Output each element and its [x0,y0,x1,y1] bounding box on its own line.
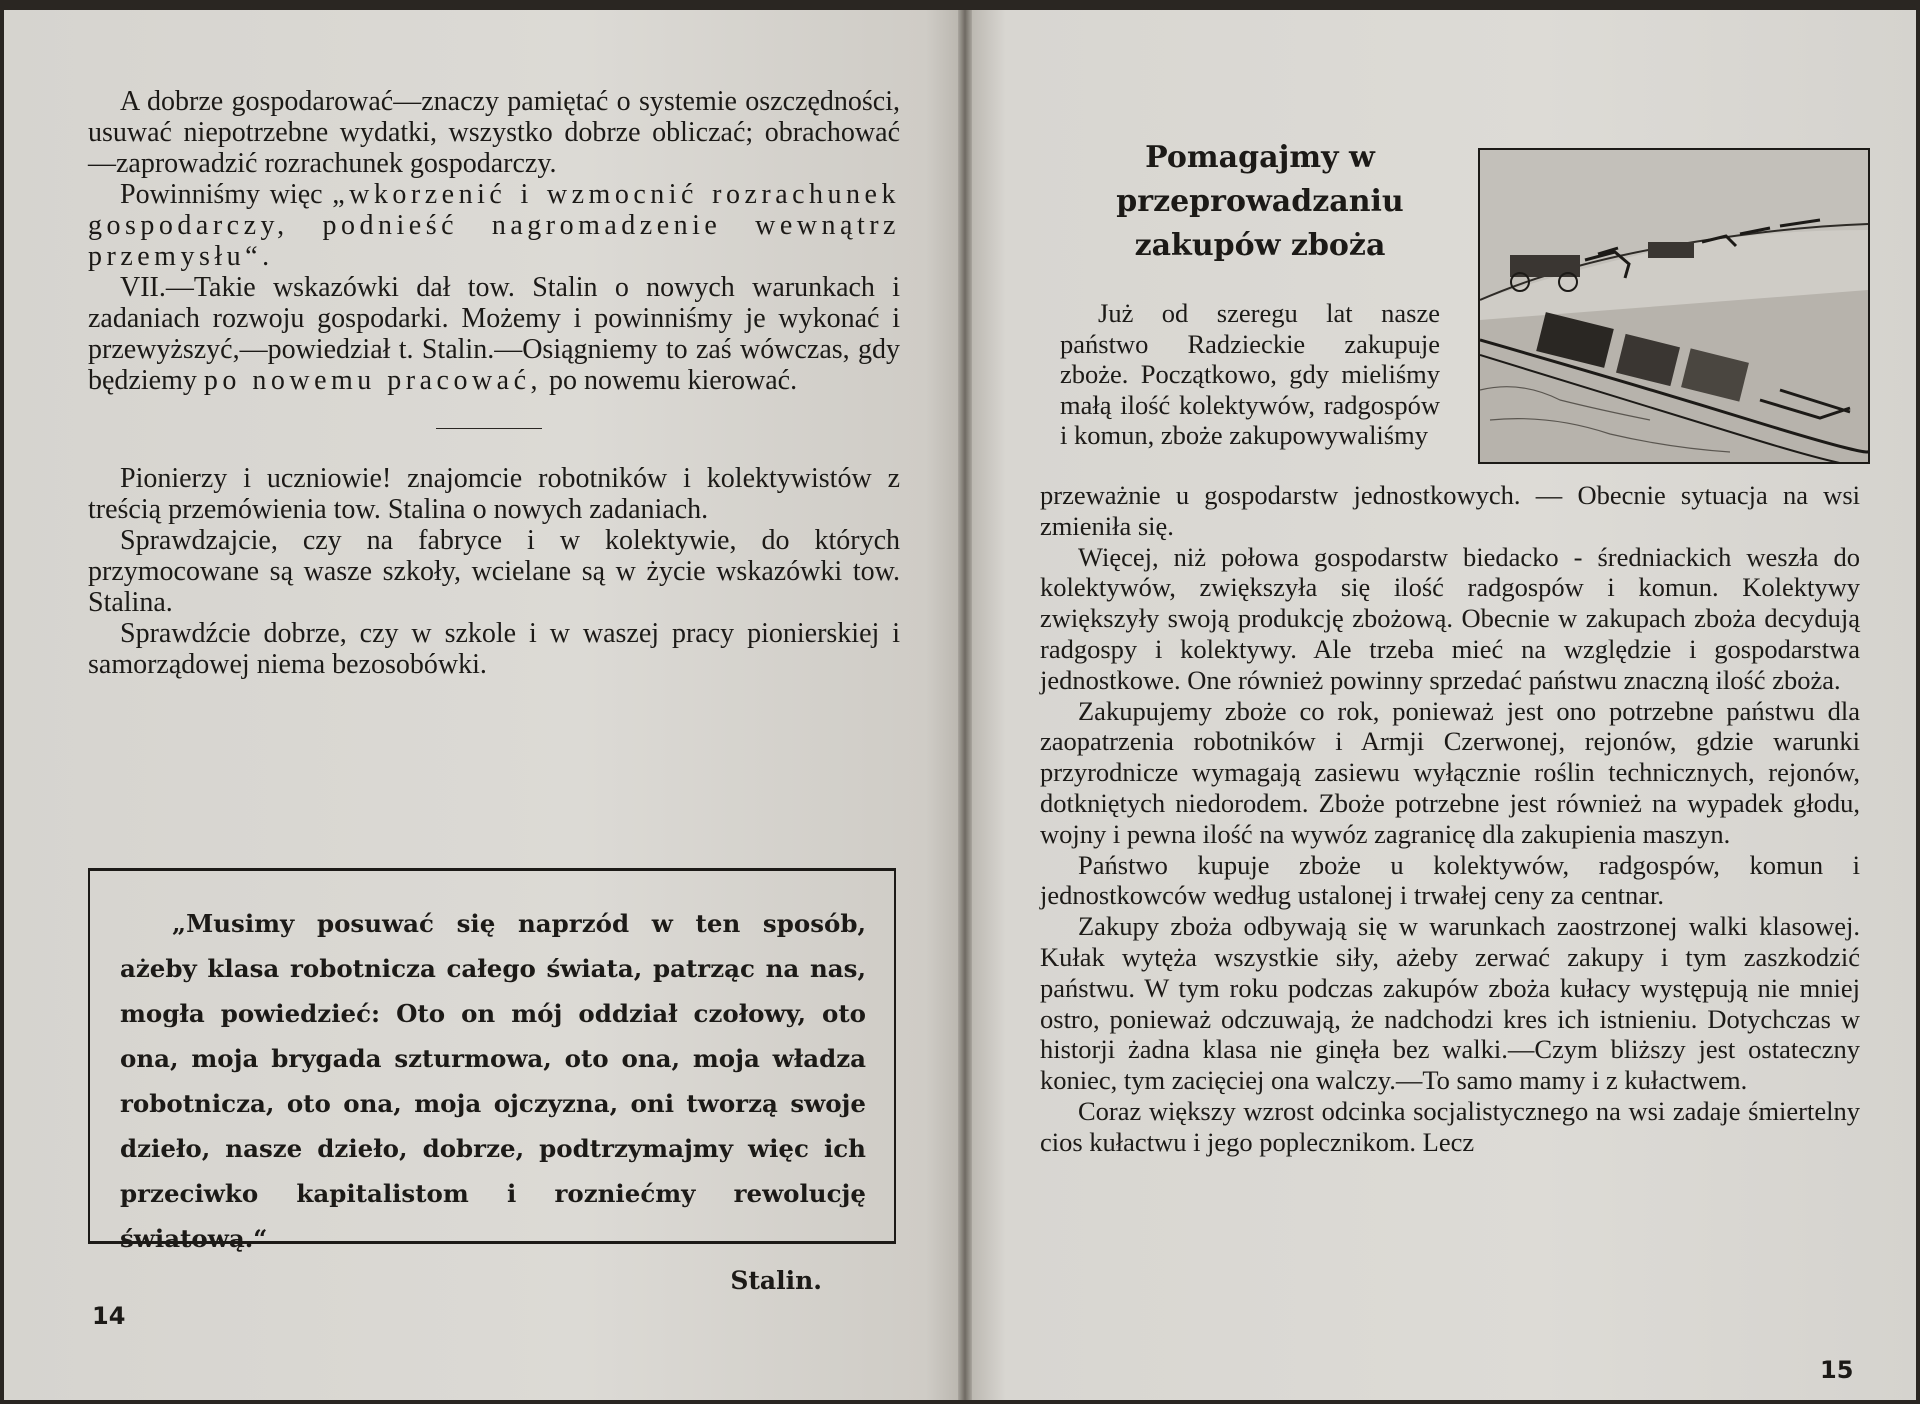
page-number-right: 15 [1820,1356,1854,1384]
paragraph-1: A dobrze gospodarować—znaczy pamiętać o systemie oszczędności, usuwać niepotrzebne wydatki, wszystko dobrze obliczać; obrachować—zaprowadzić rozrachunek gospodarczy. [88,86,900,179]
paragraph-6: Sprawdźcie dobrze, czy w szkole i w waszej pracy pionierskiej i samorządowej niema bezosobówki. [88,618,900,680]
quote-text: „Musimy posuwać się naprzód w ten sposób, ażeby klasa robotnicza całego świata, patrząc na nas, mogła powiedzieć: Oto on mój oddział czołowy, oto ona, moja brygada szturmowa, oto ona, moja władza robotnicza, oto ona, moja ojczyzna, oni tworzą swoje dzieło, nasze dzieło, dobrze, podtrzymajmy więc ich przeciwko kapitalistom i rozniećmy rewolucję światową.“ [120,909,866,1253]
paragraph-2-lead: Powinniśmy więc [120,179,333,210]
paragraph-2-emphasis: „wkorzenić i wzmocnić rozrachunek gospodarczy, podnieść nagromadzenie wewnątrz przemysłu“. [88,179,900,272]
page-number-left: 14 [92,1302,126,1330]
paragraph-3-emphasis: po nowemu pracować, [203,365,543,396]
quote-box [88,868,896,1295]
quote-author: Stalin. [730,1266,822,1295]
paragraph-r5: Zakupy zboża odbywają się w warunkach zaostrzonej walki klasowej. Kułak wytęża wszystkie siły, ażeby zerwać zakupy i tym zaszkodzić państwu. W tym roku podczas zakupów zboża kułacy występują nie mniej ostro, ponieważ odczuwają, że nadchodzi kres ich istnieniu. Dotychczas w historji żadna klasa nie ginęła bez walki.—Czym bliższy jest ostateczny koniec, tym zacięciej ona walczy.—To samo mamy i z kułactwem. [1040,911,1860,1096]
paragraph-r4: Państwo kupuje zboże u kolektywów, radgospów, komun i jednostkowców według ustalonej i trwałej ceny za centnar. [1040,849,1860,911]
left-page-text [88,86,900,680]
paragraph-4: Pionierzy i uczniowie! znajomcie robotników i kolektywistów z treścią przemówienia tow. Stalina o nowych zadaniach. [88,463,900,525]
right-page-text [1040,480,1860,1158]
paragraph-r3: Zakupujemy zboże co rok, ponieważ jest ono potrzebne państwu dla zaopatrzenia robotników i Armji Czerwonej, rejonów, gdzie warunki przyrodnicze wymagają zasiewu wyłącznie roślin technicznych, rejonów, dotkniętych niedorodem. Zboże potrzebne jest również na wypadek głodu, wojny i pewna ilość na wywóz zagranicę dla zakupienia maszyn. [1040,695,1860,849]
paragraph-intro-wrapped: Już od szeregu lat nasze państwo Radzieckie zakupuje zboże. Początkowo, gdy mieliśmy małą ilość kolektywów, radgospów i komun, zboże zakupowywaliśmy [1060,298,1440,450]
illustration-drawing [1480,150,1868,462]
paragraph-r6: Coraz większy wzrost odcinka socjalistycznego na wsi zadaje śmiertelny cios kułactwu i jego poplecznikom. Lecz [1040,1095,1860,1157]
paragraph-3 [88,272,900,396]
paragraph-r2: Więcej, niż połowa gospodarstw biedacko - średniackich weszła do kolektywów, zwiększyła się ilość radgospów i komun. Kolektywy zwiększyły swoją produkcję zbożową. Obecnie w zakupach zboża decydują radgospy i kolektywy. Ale trzeba mieć na względzie i gospodarstwa jednostkowe. One również powinny sprzedać państwu znaczną ilość zboża. [1040,541,1860,695]
paragraph-intro-continued: przeważnie u gospodarstw jednostkowych. — Obecnie sytuacja na wsi zmieniła się. [1040,480,1860,541]
grain-transport-illustration [1478,148,1870,464]
section-heading: Pomagajmy w przeprowadzaniu zakupów zboża [1116,140,1404,263]
paragraph-5: Sprawdzajcie, czy na fabryce i w kolektywie, do których przymocowane są wasze szkoły, wcielane są w życie wskazówki tow. Stalina. [88,525,900,618]
paragraph-3-lead: VII.—Takie wskazówki dał tow. Stalin o nowych warunkach i zadaniach rozwoju gospodarki. Możemy i powinniśmy je wykonać i przewyższyć,—powiedział t. Stalin.—Osiągniemy to zaś wówczas, gdy będziemy [88,272,900,396]
book-gutter [958,10,972,1400]
paragraph-2 [88,179,900,272]
paragraph-3-tail: po nowemu kierować. [542,365,798,396]
section-separator [436,428,542,429]
